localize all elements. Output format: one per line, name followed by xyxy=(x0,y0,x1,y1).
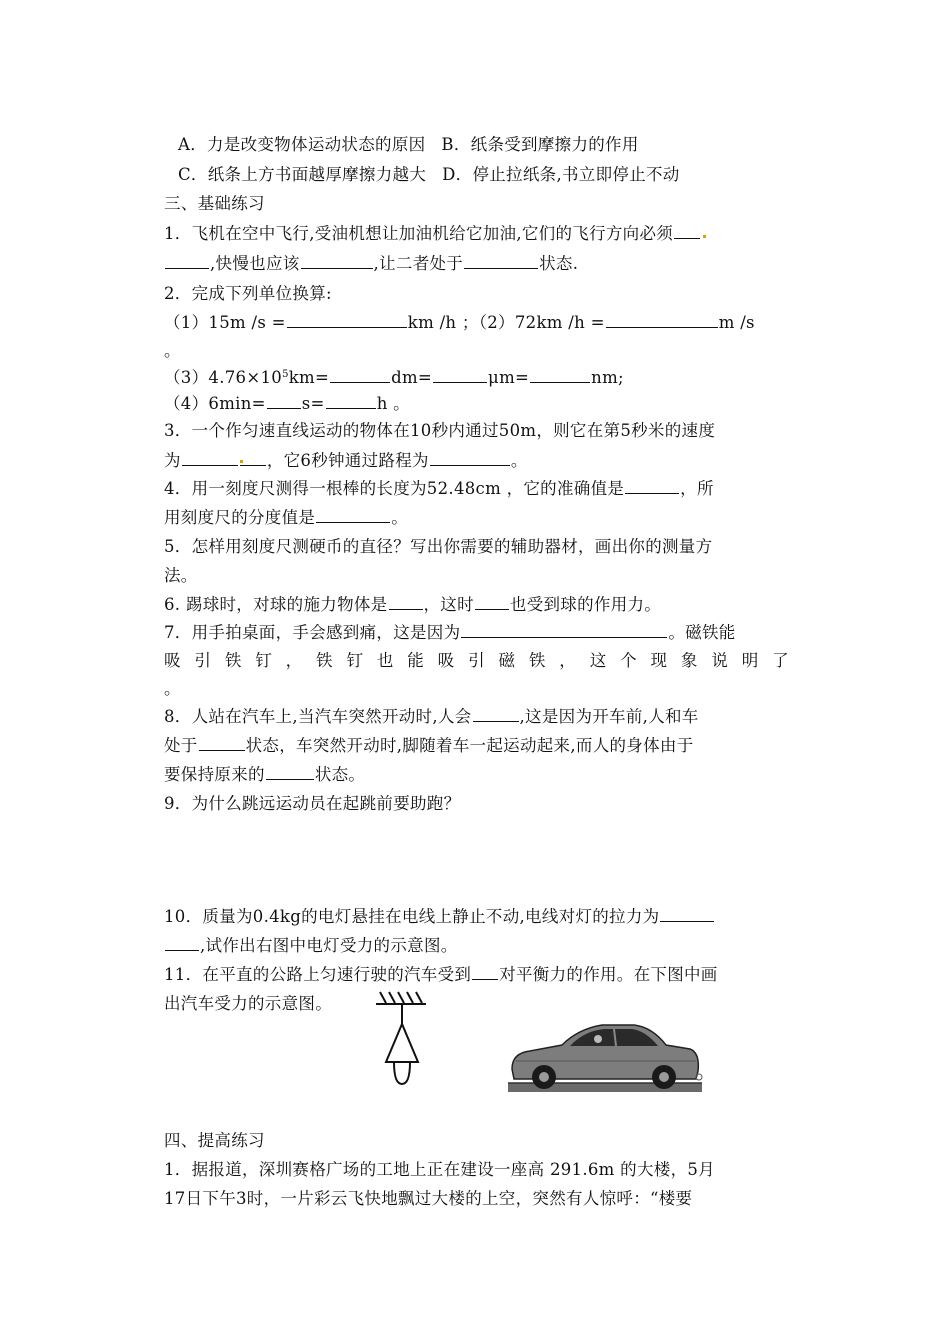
blank xyxy=(660,904,714,922)
option-line-ab xyxy=(178,130,803,160)
blank xyxy=(473,704,519,722)
mark-dot xyxy=(703,235,706,238)
q10-line-2: ,试作出右图中电灯受力的示意图。 xyxy=(164,931,789,961)
q7-line-2: 吸 引 铁 钉 ， 铁 钉 也 能 吸 引 磁 铁 ， 这 个 现 象 说 明 了 xyxy=(164,651,789,670)
s4-q1-line-2: 17日下午3时，一片彩云飞快地飘过大楼的上空，突然有人惊呼：“楼要 xyxy=(164,1189,693,1208)
q1-line-2: ,快慢也应该 ,让二者处于 状态. xyxy=(164,249,789,279)
section-4-heading: 四、提高练习 xyxy=(164,1131,265,1150)
option-b: B．纸条受到摩擦力的作用 xyxy=(441,135,639,154)
option-line-cd xyxy=(178,160,803,190)
blank xyxy=(530,365,590,383)
lamp-bulb xyxy=(394,1062,410,1084)
blank xyxy=(182,448,238,466)
q7-line-1: 7．用手拍桌面，手会感到痛，这是因为 。磁铁能 xyxy=(164,618,789,648)
hanging-lamp-figure xyxy=(372,990,442,1096)
q5-line-1: 5．怎样用刻度尺测硬币的直径？写出你需要的辅助器材，画出你的测量方 xyxy=(164,537,713,556)
q5-line-2: 法。 xyxy=(164,566,198,585)
blank xyxy=(433,365,487,383)
blank xyxy=(267,391,301,409)
blank xyxy=(625,476,679,494)
hatch-mark xyxy=(380,992,386,1003)
q3-line-2: 为 ，它6秒钟通过路程为 。 xyxy=(164,446,789,476)
blank xyxy=(330,365,390,383)
blank xyxy=(266,762,314,780)
q8-line-2: 处于 状态，车突然开动时,脚随着车一起运动起来,而人的身体由于 xyxy=(164,731,789,761)
q8-line-3: 要保持原来的 状态。 xyxy=(164,760,789,790)
blank xyxy=(430,448,510,466)
hatch-mark xyxy=(389,992,395,1003)
q2-title: 2．完成下列单位换算: xyxy=(164,284,332,303)
lamp-shade xyxy=(386,1024,418,1062)
blank xyxy=(464,251,538,269)
q2-row-2: $(3)4.76\times 10^5km= dm= \mu m=$ nm; xyxy=(164,360,789,390)
blank xyxy=(199,733,245,751)
blank xyxy=(389,592,423,610)
q10-line-1: 10．质量为0.4kg的电灯悬挂在电线上静止不动,电线对灯的拉力为 xyxy=(164,902,789,932)
option-c: C．纸条上方书面越厚摩擦力越大 xyxy=(178,165,427,184)
blank xyxy=(475,592,509,610)
q4-line-2: 用刻度尺的分度值是 。 xyxy=(164,503,789,533)
q7-line-3: 。 xyxy=(164,679,181,698)
q3-line-1: 3．一个作匀速直线运动的物体在10秒内通过50m，则它在第5秒米的速度 xyxy=(164,421,716,440)
q1-line-1: 1．飞机在空中飞行,受油机想让加油机给它加油,它们的飞行方向必须 xyxy=(164,219,789,249)
blank xyxy=(165,251,209,269)
hatch-mark xyxy=(416,992,422,1003)
q9-line: 9．为什么跳远运动员在起跳前要助跑？ xyxy=(164,794,461,813)
option-d: D．停止拉纸条,书立即停止不动 xyxy=(442,165,680,184)
blank xyxy=(472,962,498,980)
blank xyxy=(461,620,667,638)
car-figure xyxy=(506,1017,704,1095)
hatch-mark xyxy=(407,992,413,1003)
driver xyxy=(594,1035,602,1043)
blank xyxy=(326,391,376,409)
section-3-heading: 三、基础练习 xyxy=(164,194,265,213)
blank xyxy=(301,251,373,269)
blank xyxy=(674,221,700,239)
option-a: A．力是改变物体运动状态的原因 xyxy=(178,135,426,154)
q6-line: 6. 踢球时，对球的施力物体是 ，这时 也受到球的作用力。 xyxy=(164,590,789,620)
q2-row-1: （1）15m /s = km /h ；（2）72km /h = m /s xyxy=(164,308,789,338)
blank xyxy=(606,310,718,328)
s4-q1-line-1: 1．据报道，深圳赛格广场的工地上正在建设一座高 291.6m 的大楼，5月 xyxy=(164,1160,715,1179)
blank xyxy=(316,505,390,523)
blank xyxy=(165,933,199,951)
q11-line-2: 出汽车受力的示意图。 xyxy=(164,994,332,1013)
q2-row-3: （4）6min= s= h 。 xyxy=(164,389,789,419)
hatch-mark xyxy=(398,992,404,1003)
q8-line-1: 8．人站在汽车上,当汽车突然开动时,人会 ,这是因为开车前,人和车 xyxy=(164,702,789,732)
q11-line-1: 11．在平直的公路上匀速行驶的汽车受到 对平衡力的作用。在下图中画 xyxy=(164,960,789,990)
q4-line-1: 4．用一刻度尺测得一根棒的长度为52.48cm ，它的准确值是 ，所 xyxy=(164,474,789,504)
blank xyxy=(287,310,407,328)
blank xyxy=(240,448,266,466)
q2-row-1-end: 。 xyxy=(164,341,181,360)
mark-dot xyxy=(240,460,243,463)
